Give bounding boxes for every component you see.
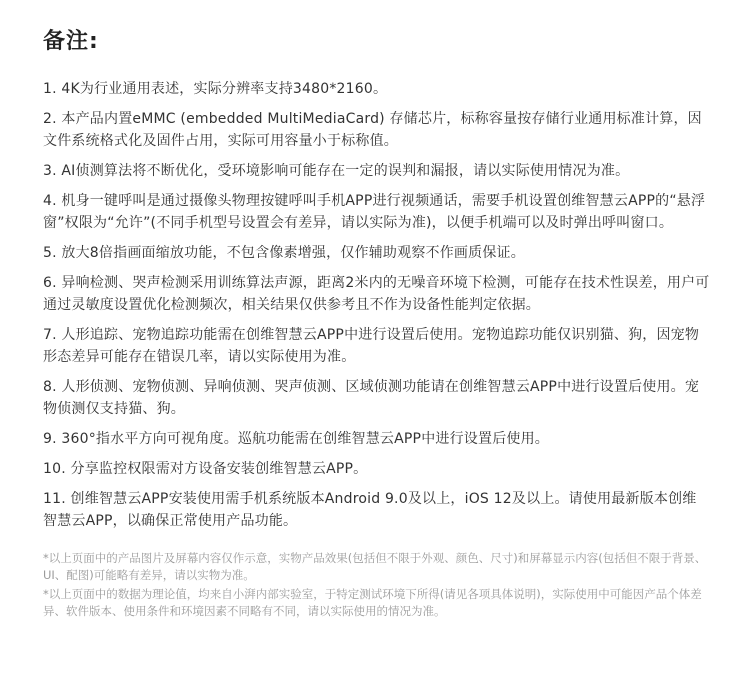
note-item-3: 3. AI侦测算法将不断优化，受环境影响可能存在一定的误判和漏报，请以实际使用情况为准。 (43, 163, 630, 179)
note-item-8: 8. 人形侦测、宠物侦测、异响侦测、哭声侦测、区域侦测功能请在创维智慧云APP中进行设置后使用。宠物侦测仅支持猫、狗。 (43, 379, 700, 417)
note-item-11: 11. 创维智慧云APP安装使用需手机系统版本Android 9.0及以上，iOS 12及以上。请使用最新版本创维智慧云APP，以确保正常使用产品功能。 (43, 491, 697, 529)
note-item-6: 6. 异响检测、哭声检测采用训练算法声源，距离2米内的无噪音环境下检测，可能存在技术性误差，用户可通过灵敏度设置优化检测频次，相关结果仅供参考且不作为设备性能判定依据。 (43, 275, 710, 313)
disclaimer-data: *以上页面中的数据为理论值，均来自小湃内部实验室，于特定测试环境下所得(请见各项具体说明)，实际使用中可能因产品个体差异、软件版本、使用条件和环境因素不同略有不同，请以实际使用的情况为准。 (43, 587, 702, 618)
note-item-4: 4. 机身一键呼叫是通过摄像头物理按键呼叫手机APP进行视频通话，需要手机设置创维智慧云APP的“悬浮窗”权限为“允许”(不同手机型号设置会有差异，请以实际为准)，以便手机端可以及时弹出呼叫窗口。 (43, 193, 706, 231)
page-title: 备注: (43, 29, 99, 54)
notes-list (43, 78, 710, 532)
note-item-10: 10. 分享监控权限需对方设备安装创维智慧云APP。 (43, 461, 368, 477)
disclaimer-images: *以上页面中的产品图片及屏幕内容仅作示意，实物产品效果(包括但不限于外观、颜色、尺寸)和屏幕显示内容(包括但不限于背景、UI、配图)可能略有差异，请以实物为准。 (43, 551, 707, 582)
note-item-2: 2. 本产品内置eMMC (embedded MultiMediaCard) 存储芯片，标称容量按存储行业通用标准计算，因文件系统格式化及固件占用，实际可用容量小于标称值。 (43, 111, 702, 149)
disclaimer-block (43, 550, 710, 620)
note-item-5: 5. 放大8倍指画面缩放功能，不包含像素增强，仅作辅助观察不作画质保证。 (43, 245, 525, 261)
note-item-7: 7. 人形追踪、宠物追踪功能需在创维智慧云APP中进行设置后使用。宠物追踪功能仅识别猫、狗，因宠物形态差异可能存在错误几率，请以实际使用为准。 (43, 327, 700, 365)
note-item-1: 1. 4K为行业通用表述，实际分辨率支持3480*2160。 (43, 81, 388, 97)
note-item-9: 9. 360°指水平方向可视角度。巡航功能需在创维智慧云APP中进行设置后使用。 (43, 431, 549, 447)
